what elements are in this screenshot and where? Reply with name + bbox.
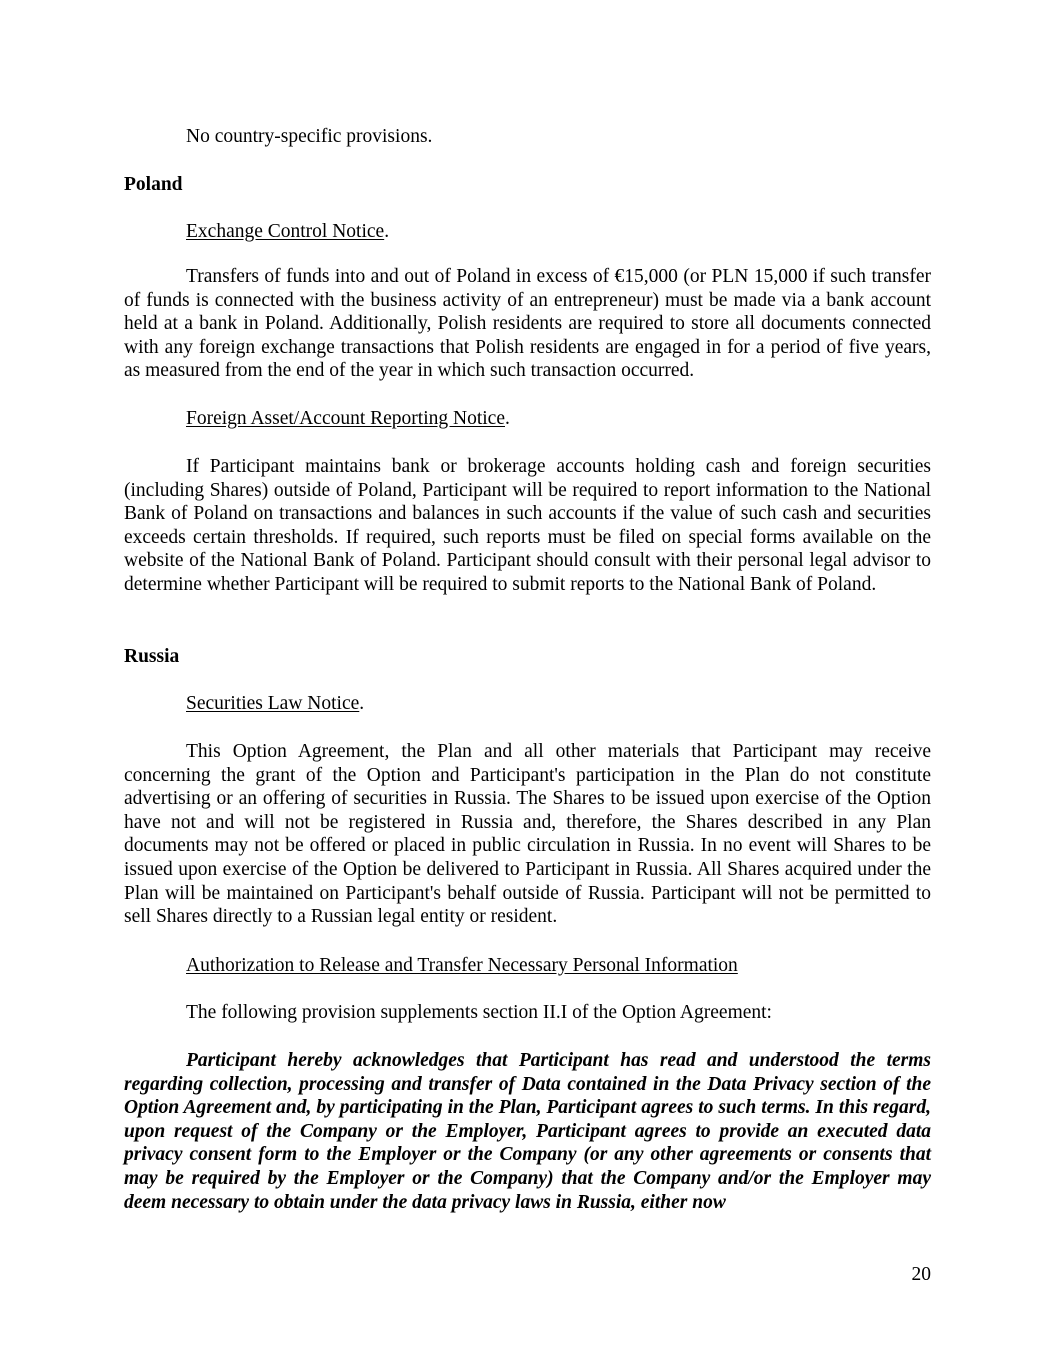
- exchange-control-title: Exchange Control Notice: [186, 221, 385, 242]
- exchange-control-punct: .: [384, 221, 390, 242]
- authorization-title: Authorization to Release and Transfer Necessary Personal Information: [186, 955, 738, 976]
- securities-law-punct: .: [359, 693, 365, 714]
- foreign-asset-body: If Participant maintains bank or brokerage accounts holding cash and foreign securities (including Shares) outside of Poland, Participant will be required to report information to the National Bank of Poland on transactions and balances in such accounts if the value of such cash and securities exceeds certain thresholds. If required, such reports must be filed on special forms available on the website of the National Bank of Poland. Participant should consult with their personal legal advisor to determine whether Participant will be required to submit reports to the National Bank of Poland.: [124, 456, 931, 595]
- subsection-title-exchange-control: [124, 220, 931, 244]
- exchange-control-body: Transfers of funds into and out of Poland in excess of €15,000 (or PLN 15,000 if such transfer of funds is connected with the business activity of an entrepreneur) must be made via a bank account held at a bank in Poland. Additionally, Polish residents are required to store all documents connected with any foreign exchange transactions that Polish residents are engaged in for a period of five years, as measured from the end of the year in which such transaction occurred.: [124, 266, 931, 382]
- subsection-title-authorization: [124, 954, 931, 978]
- authorization-body: Participant hereby acknowledges that Participant has read and understood the terms regarding collection, processing and transfer of Data contained in the Data Privacy section of the Option Agreement and, by participating in the Plan, Participant agrees to such terms. In this regard, upon request of the Company or the Employer, Participant agrees to provide an executed data privacy consent form to the Employer or the Company (or any other agreements or consents that may be required by the Employer or the Company) that the Company and/or the Employer may deem necessary to obtain under the data privacy laws in Russia, either now: [124, 1050, 931, 1213]
- securities-law-body: This Option Agreement, the Plan and all other materials that Participant may receive concerning the grant of the Option and Participant's participation in the Plan do not constitute advertising or an offering of securities in Russia. The Shares to be issued upon exercise of the Option have not and will not be registered in Russia and, therefore, the Shares described in any Plan documents may not be offered or placed in public circulation in Russia. In no event will Shares to be issued upon exercise of the Option be delivered to Participant in Russia. All Shares acquired under the Plan will be maintained on Participant's behalf outside of Russia. Participant will not be permitted to sell Shares directly to a Russian legal entity or resident.: [124, 741, 931, 928]
- foreign-asset-punct: .: [505, 408, 510, 429]
- authorization-supplement: The following provision supplements section II.I of the Option Agreement:: [186, 1002, 772, 1023]
- intro-paragraph: No country-specific provisions.: [186, 126, 433, 147]
- subsection-title-securities-law: [124, 692, 931, 716]
- section-heading-poland: Poland: [124, 174, 183, 195]
- page-number: 20: [911, 1264, 931, 1285]
- securities-law-title: Securities Law Notice: [186, 693, 360, 714]
- section-heading-russia: Russia: [124, 646, 180, 667]
- foreign-asset-title: Foreign Asset/Account Reporting Notice: [186, 408, 505, 429]
- subsection-title-foreign-asset: [124, 407, 931, 431]
